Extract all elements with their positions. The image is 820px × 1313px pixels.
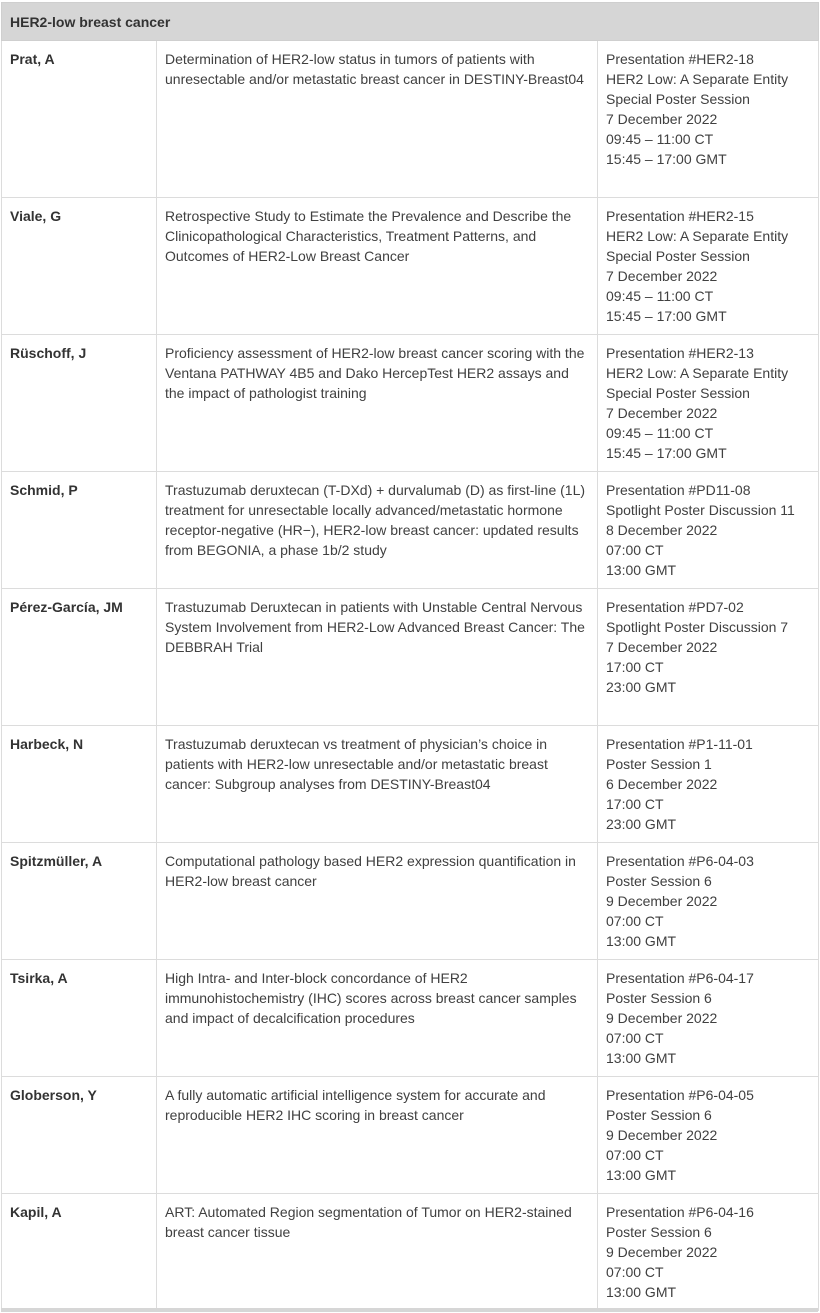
abstract-title-cell: High Intra- and Inter-block concordance of HER2 immunohistochemistry (IHC) scores across breast cancer samples and impact of decalcification procedures bbox=[157, 960, 598, 1077]
author-cell: Viale, G bbox=[2, 198, 157, 335]
table-row bbox=[2, 1077, 819, 1194]
presentation-line: 13:00 GMT bbox=[606, 562, 677, 578]
presentation-line: HER2 Low: A Separate Entity bbox=[606, 71, 789, 87]
presentation-cell bbox=[598, 726, 819, 843]
abstract-title-cell: Retrospective Study to Estimate the Prevalence and Describe the Clinicopathological Characteristics, Treatment Patterns, and Outcomes of HER2-Low Breast Cancer bbox=[157, 198, 598, 335]
presentation-line: 13:00 GMT bbox=[606, 1284, 677, 1300]
presentation-line: 13:00 GMT bbox=[606, 1050, 677, 1066]
presentation-line: 13:00 GMT bbox=[606, 1167, 677, 1183]
presentation-line: Poster Session 6 bbox=[606, 1107, 712, 1123]
presentation-line: Special Poster Session bbox=[606, 385, 750, 401]
table-bottom-border bbox=[1, 1308, 818, 1312]
presentation-line: 07:00 CT bbox=[606, 1147, 664, 1163]
table-row bbox=[2, 726, 819, 843]
table-header-row bbox=[2, 3, 819, 41]
presentation-line: Presentation #HER2-15 bbox=[606, 208, 754, 224]
presentation-cell bbox=[598, 335, 819, 472]
table-title: HER2-low breast cancer bbox=[2, 3, 819, 41]
presentation-line: Spotlight Poster Discussion 11 bbox=[606, 502, 795, 518]
presentation-line: Special Poster Session bbox=[606, 248, 750, 264]
table-row bbox=[2, 843, 819, 960]
presentation-line: 23:00 GMT bbox=[606, 679, 677, 695]
table-row bbox=[2, 589, 819, 726]
author-cell: Globerson, Y bbox=[2, 1077, 157, 1194]
author-cell: Harbeck, N bbox=[2, 726, 157, 843]
presentation-line: 9 December 2022 bbox=[606, 893, 718, 909]
presentation-line: 15:45 – 17:00 GMT bbox=[606, 445, 727, 461]
presentation-cell bbox=[598, 589, 819, 726]
presentation-line: Presentation #HER2-13 bbox=[606, 345, 754, 361]
presentation-line: 7 December 2022 bbox=[606, 639, 718, 655]
table-body bbox=[2, 41, 819, 1311]
presentation-line: Presentation #PD11-08 bbox=[606, 482, 751, 498]
presentation-line: 7 December 2022 bbox=[606, 405, 718, 421]
abstract-title-cell: Trastuzumab deruxtecan (T-DXd) + durvalumab (D) as first-line (1L) treatment for unresectable locally advanced/metastatic hormone receptor-negative (HR−), HER2-low breast cancer: updated results from BEGONIA, a phase 1b/2 study bbox=[157, 472, 598, 589]
presentation-cell bbox=[598, 472, 819, 589]
abstract-title-cell: Proficiency assessment of HER2-low breast cancer scoring with the Ventana PATHWAY 4B5 and Dako HercepTest HER2 assays and the impact of pathologist training bbox=[157, 335, 598, 472]
presentation-line: 17:00 CT bbox=[606, 796, 664, 812]
author-cell: Kapil, A bbox=[2, 1194, 157, 1311]
presentation-line: 9 December 2022 bbox=[606, 1244, 718, 1260]
presentation-line: Special Poster Session bbox=[606, 91, 750, 107]
presentation-line: Presentation #P6-04-05 bbox=[606, 1087, 754, 1103]
presentation-line: 07:00 CT bbox=[606, 542, 664, 558]
presentation-line: 09:45 – 11:00 CT bbox=[606, 425, 714, 441]
presentation-line: 8 December 2022 bbox=[606, 522, 718, 538]
sessions-table bbox=[1, 2, 819, 1311]
presentation-line: 13:00 GMT bbox=[606, 933, 677, 949]
author-cell: Prat, A bbox=[2, 41, 157, 198]
presentation-line: 07:00 CT bbox=[606, 1264, 664, 1280]
abstract-title-cell: ART: Automated Region segmentation of Tumor on HER2-stained breast cancer tissue bbox=[157, 1194, 598, 1311]
abstract-title-cell: Trastuzumab Deruxtecan in patients with Unstable Central Nervous System Involvement from HER2-Low Advanced Breast Cancer: The DEBBRAH Trial bbox=[157, 589, 598, 726]
presentation-line: Presentation #P6-04-17 bbox=[606, 970, 754, 986]
presentation-line: Presentation #PD7-02 bbox=[606, 599, 744, 615]
table-row bbox=[2, 335, 819, 472]
presentation-line: Poster Session 6 bbox=[606, 1224, 712, 1240]
presentation-line: 9 December 2022 bbox=[606, 1010, 718, 1026]
presentation-line: Poster Session 6 bbox=[606, 873, 712, 889]
table-row bbox=[2, 198, 819, 335]
presentation-line: Presentation #P1-11-01 bbox=[606, 736, 753, 752]
presentation-line: HER2 Low: A Separate Entity bbox=[606, 365, 789, 381]
presentation-cell bbox=[598, 41, 819, 198]
presentation-line: 17:00 CT bbox=[606, 659, 664, 675]
presentation-line: Spotlight Poster Discussion 7 bbox=[606, 619, 789, 635]
presentation-line: 6 December 2022 bbox=[606, 776, 718, 792]
presentation-line: 07:00 CT bbox=[606, 913, 664, 929]
presentation-line: 09:45 – 11:00 CT bbox=[606, 131, 714, 147]
presentation-line: Presentation #P6-04-16 bbox=[606, 1204, 754, 1220]
author-cell: Spitzmüller, A bbox=[2, 843, 157, 960]
author-cell: Schmid, P bbox=[2, 472, 157, 589]
presentation-cell bbox=[598, 1194, 819, 1311]
abstract-title-cell: Computational pathology based HER2 expression quantification in HER2-low breast cancer bbox=[157, 843, 598, 960]
abstract-title-cell: Determination of HER2-low status in tumors of patients with unresectable and/or metastatic breast cancer in DESTINY-Breast04 bbox=[157, 41, 598, 198]
presentation-line: Presentation #P6-04-03 bbox=[606, 853, 754, 869]
author-cell: Pérez-García, JM bbox=[2, 589, 157, 726]
table-row bbox=[2, 472, 819, 589]
presentation-line: 7 December 2022 bbox=[606, 111, 718, 127]
presentation-line: Poster Session 6 bbox=[606, 990, 712, 1006]
presentation-line: 9 December 2022 bbox=[606, 1127, 718, 1143]
presentation-line: 15:45 – 17:00 GMT bbox=[606, 308, 727, 324]
abstract-title-cell: Trastuzumab deruxtecan vs treatment of physician’s choice in patients with HER2-low unresectable and/or metastatic breast cancer: Subgroup analyses from DESTINY-Breast04 bbox=[157, 726, 598, 843]
author-cell: Rüschoff, J bbox=[2, 335, 157, 472]
presentation-line: 07:00 CT bbox=[606, 1030, 664, 1046]
presentation-line: 23:00 GMT bbox=[606, 816, 677, 832]
author-cell: Tsirka, A bbox=[2, 960, 157, 1077]
table-row bbox=[2, 41, 819, 198]
presentation-line: HER2 Low: A Separate Entity bbox=[606, 228, 789, 244]
abstract-title-cell: A fully automatic artificial intelligence system for accurate and reproducible HER2 IHC scoring in breast cancer bbox=[157, 1077, 598, 1194]
presentation-line: 09:45 – 11:00 CT bbox=[606, 288, 714, 304]
table-row bbox=[2, 1194, 819, 1311]
presentation-line: 15:45 – 17:00 GMT bbox=[606, 151, 727, 167]
presentation-line: Presentation #HER2-18 bbox=[606, 51, 754, 67]
presentation-cell bbox=[598, 1077, 819, 1194]
presentation-cell bbox=[598, 198, 819, 335]
presentation-cell bbox=[598, 843, 819, 960]
table-row bbox=[2, 960, 819, 1077]
presentation-line: 7 December 2022 bbox=[606, 268, 718, 284]
presentation-cell bbox=[598, 960, 819, 1077]
presentation-line: Poster Session 1 bbox=[606, 756, 712, 772]
